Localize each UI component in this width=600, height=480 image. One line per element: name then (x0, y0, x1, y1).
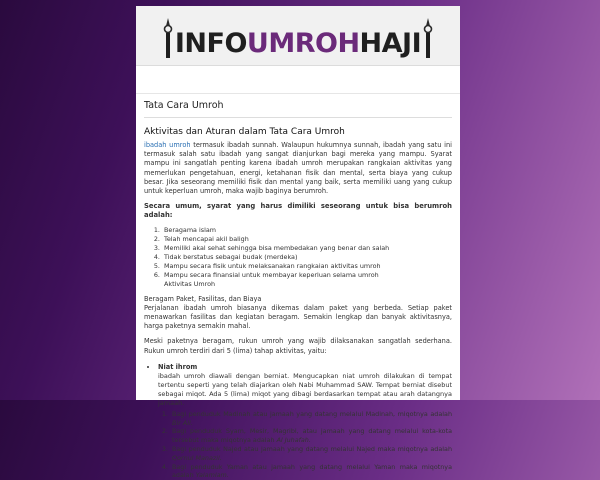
ibadah-umroh-link[interactable]: ibadah umroh (144, 141, 191, 149)
miqot-text: Bagi penduduk Syam, Mesir, Magribi, atau jamaah yang datang melalui kota-kota tersebut maka miqotnya adalah (172, 427, 452, 445)
minaret-icon (161, 18, 175, 58)
intro-text: termasuk ibadah sunnah. Walaupun hukumnya sunnah, ibadah yang satu ini termasuk salah satu ibadah yang sangat dianjurkan bagi mereka yang mampu. Syarat mampu ini sangatlah penting karena ibadah umroh merupakan rangkaian aktivitas yang memerlukan pengetahuan, energi, ketahanan fisik dan mental, serta biaya yang cukup besar. Jika seseorang memiliki fisik dan mental yang baik, serta memiliki uang yang cukup untuk keperluan umroh, maka wajib baginya berumroh. (144, 141, 452, 196)
paket-text: Perjalanan ibadah umroh biasanya dikemas dalam paket yang berbeda. Setiap paket menawarkan fasilitas dan kegiatan beragam. Semakin lengkap dan banyak aktivitasnya, harga paketnya semakin mahal. (144, 303, 452, 331)
niat-title: • Niat ihrom (158, 362, 198, 371)
nav-strip (136, 66, 460, 94)
minaret-icon (421, 18, 435, 58)
article-heading: Aktivitas dan Aturan dalam Tata Cara Umroh (144, 127, 345, 137)
list-item (158, 362, 452, 480)
miqot-text: Bagi penduduk Najed atau jamaah yang datang melalui Najed maka miqotnya adalah (172, 445, 452, 454)
miqot-text: Bagi penduduk Madinah atau jamaah yang datang melalui Madinah, miqotnya adalah (172, 409, 452, 418)
post-content (136, 94, 460, 480)
logo-part-haji: HAJI (359, 27, 422, 59)
list-item-text: Mampu secara finansial untuk membayar keperluan selama umroh (164, 270, 379, 279)
logo-part-info: INFO (174, 27, 247, 59)
page-title: Tata Cara Umroh (144, 100, 452, 118)
paket-heading: Beragam Paket, Fasilitas, dan Biaya (144, 294, 262, 303)
list-item (170, 410, 452, 428)
miqot-list (170, 410, 452, 480)
list-item: 1. Beragama islam (162, 226, 452, 235)
list-item: 4. Tidak berstatus sebagai budak (merdeka) (162, 253, 452, 262)
miqot-place: Yalamlam. (195, 471, 229, 480)
site-header (136, 6, 460, 66)
list-item (162, 271, 452, 289)
list-item: 2. Telah mencapai akil baligh (162, 235, 452, 244)
rukun-list (158, 362, 452, 480)
syarat-heading: Secara umum, syarat yang harus dimiliki seseorang untuk bisa berumroh adalah: (144, 202, 452, 220)
aktivitas-umroh-text: Aktivitas Umroh (164, 279, 216, 288)
miqot-place: Qornul Manazil. (172, 453, 222, 462)
rukun-paragraph: Meski paketnya beragam, rukun umroh yang wajib dilaksanakan sangatlah sederhana. Rukun umroh terdiri dari 5 (lima) tahap aktivitas, yaitu: (144, 337, 452, 355)
list-item (170, 445, 452, 463)
logo-part-umroh: UMROH (246, 27, 360, 59)
miqot-place: Al Juhafah. (276, 436, 311, 445)
miqot-text: Bagi penduduk Yaman atau jamaah yang datang melalui Yaman maka miqotnya adalah (172, 462, 452, 480)
list-item (170, 463, 452, 480)
list-item (170, 427, 452, 445)
logo-text (174, 27, 422, 59)
intro-paragraph (144, 141, 452, 196)
paket-paragraph (144, 295, 452, 332)
site-logo[interactable] (161, 14, 435, 58)
miqot-place: Bir Ali. (172, 418, 193, 427)
page-container (136, 6, 460, 480)
list-item: 5. Mampu secara fisik untuk melaksanakan rangkaian aktivitas umroh (162, 262, 452, 271)
niat-text: ibadah umroh diawali dengan berniat. Mengucapkan niat umroh dilakukan di tempat tertentu seperti yang telah diajarkan oleh Nabi Muhammad SAW. Tempat berniat disebut sebagai miqot. Ada 5 (lima) miqot yang dibagi berdasarkan tempat atau arah datangnya jamaah. (158, 371, 452, 407)
syarat-list (162, 226, 452, 289)
list-item: 3. Memiliki akal sehat sehingga bisa membedakan yang benar dan salah (162, 244, 452, 253)
